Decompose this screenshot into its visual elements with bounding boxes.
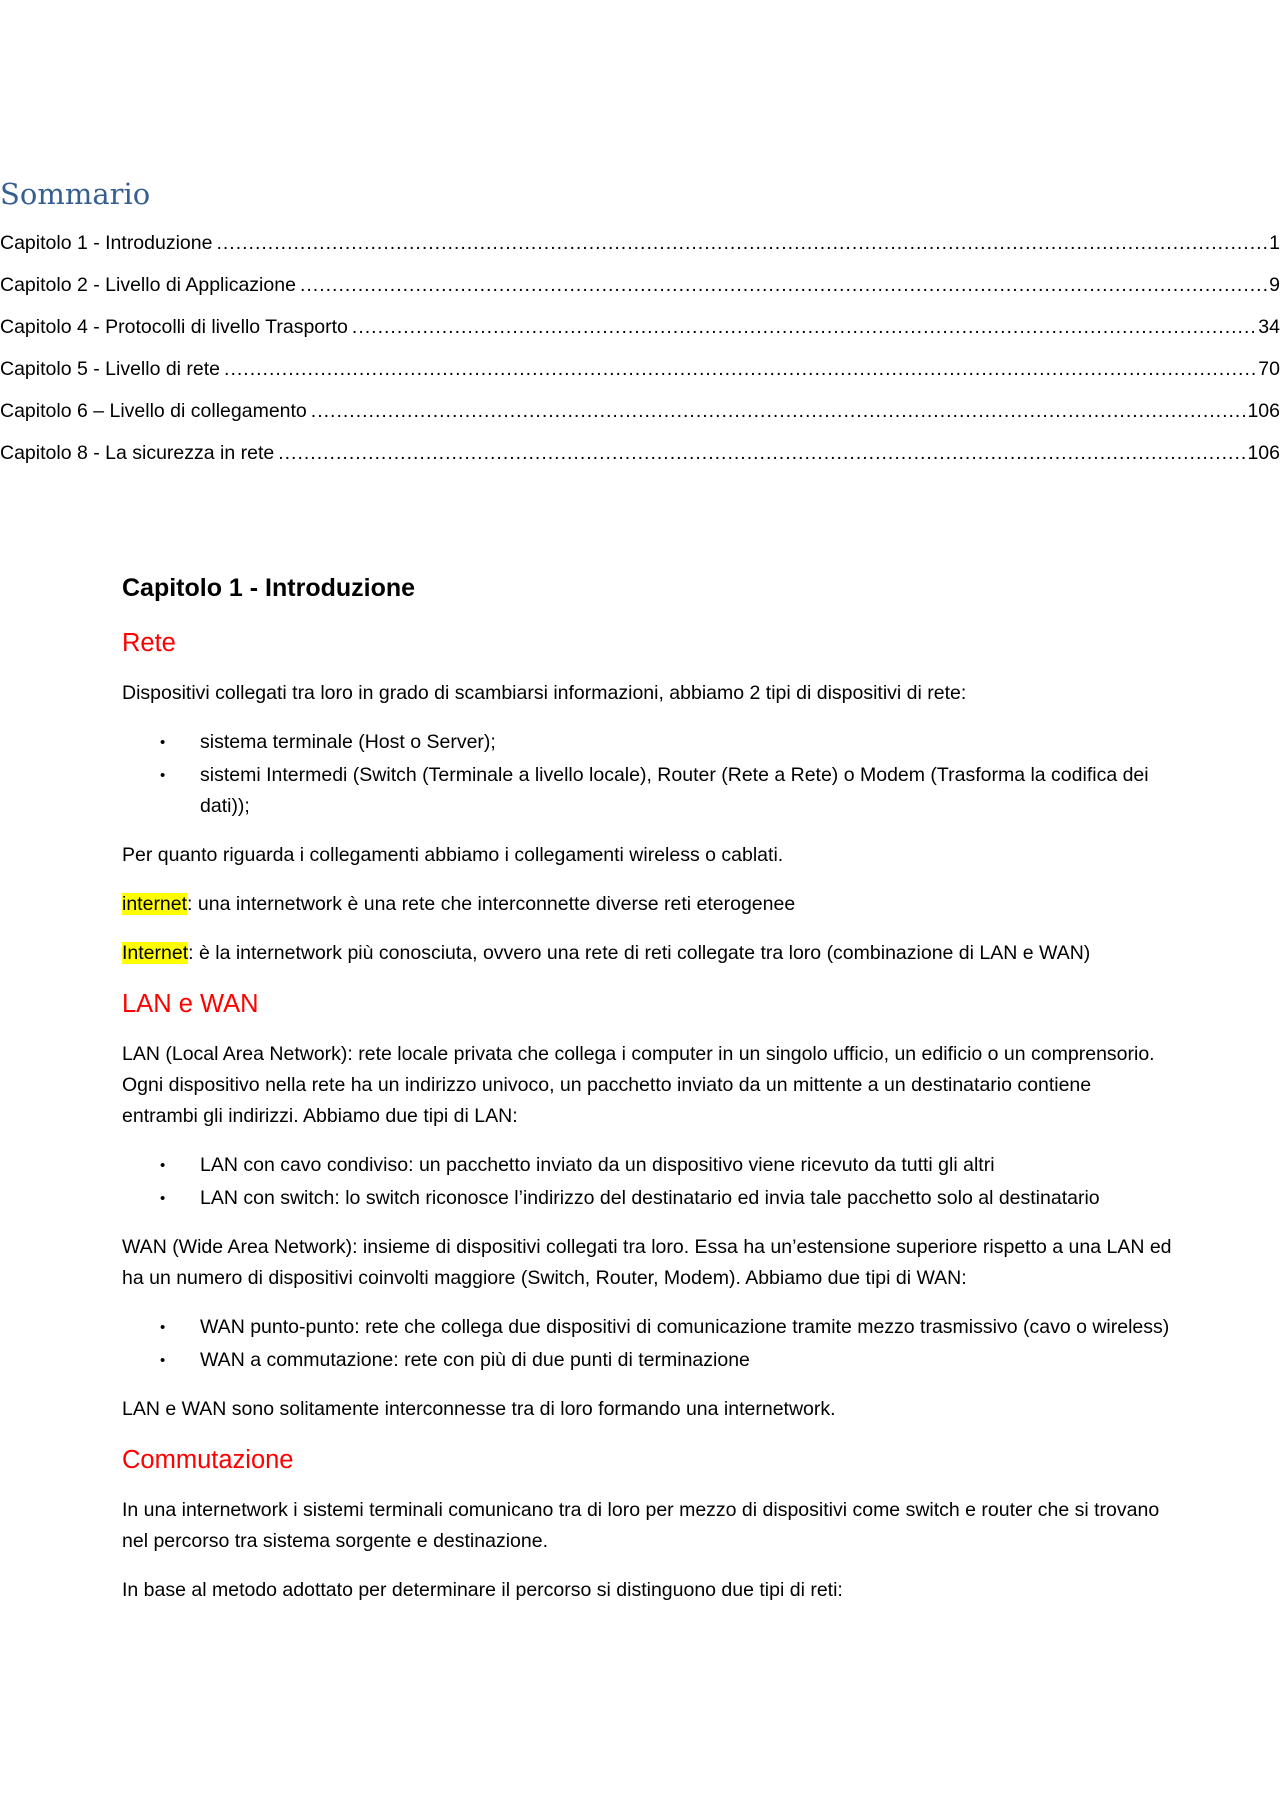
definition-text: : è la internetwork più conosciuta, ovvero una rete di reti collegate tra loro (combinazione di LAN e WAN) — [188, 942, 1091, 964]
section-heading-lan-wan: LAN e WAN — [122, 990, 259, 1018]
list-item — [160, 1183, 1172, 1214]
list-item-text: sistemi Intermedi (Switch (Terminale a livello locale), Router (Rete a Rete) o Modem (Trasforma la codifica dei dati)); — [200, 764, 1149, 817]
bullet-icon: • — [160, 1157, 166, 1174]
list-item-text: LAN con switch: lo switch riconosce l’indirizzo del destinatario ed invia tale pacchetto solo al destinatario — [200, 1187, 1100, 1209]
toc-entry-text: Capitolo 8 - La sicurezza in rete — [0, 442, 275, 464]
highlighted-term: internet — [122, 893, 188, 915]
list-item-text: WAN punto-punto: rete che collega due dispositivi di comunicazione tramite mezzo trasmissivo (cavo o wireless) — [200, 1316, 1170, 1338]
highlighted-term: Internet — [122, 942, 189, 964]
paragraph: WAN (Wide Area Network): insieme di dispositivi collegati tra loro. Essa ha un’estensione superiore rispetto a una LAN ed ha un numero di dispositivi coinvolti maggiore (Switch, Router, Modem). Abbiamo due tipi di WAN: — [122, 1236, 1172, 1289]
toc-entry-text: Capitolo 5 - Livello di rete — [0, 358, 221, 380]
toc-entry-text: Capitolo 6 – Livello di collegamento — [0, 400, 307, 422]
toc-entry-capitolo-8[interactable] — [0, 432, 1280, 474]
toc-title: Sommario — [0, 177, 151, 211]
bullet-list — [122, 1150, 1172, 1214]
chapter-content — [122, 570, 1172, 1624]
toc-entry-page: 70 — [1258, 358, 1280, 380]
toc-entry-capitolo-1[interactable] — [0, 222, 1280, 264]
bullet-icon: • — [160, 1190, 166, 1207]
toc-list — [0, 222, 1280, 474]
toc-dot-leader — [216, 222, 1267, 264]
paragraph: LAN (Local Area Network): rete locale privata che collega i computer in un singolo ufficio, un edificio o un comprensorio. Ogni dispositivo nella rete ha un indirizzo univoco, un pacchetto inviato da un mittente a un destinatario contiene entrambi gli indirizzi. Abbiamo due tipi di LAN: — [122, 1043, 1155, 1127]
toc-entry-page: 1 — [1269, 232, 1280, 254]
toc-entry-text: Capitolo 4 - Protocolli di livello Trasporto — [0, 316, 348, 338]
toc-entry-capitolo-2[interactable] — [0, 264, 1280, 306]
toc-dot-leader — [278, 432, 1245, 474]
chapter-title: Capitolo 1 - Introduzione — [122, 574, 416, 602]
toc-entry-text: Capitolo 1 - Introduzione — [0, 232, 213, 254]
toc-entry-capitolo-6[interactable] — [0, 390, 1280, 432]
list-item — [160, 727, 1172, 758]
paragraph: In una internetwork i sistemi terminali comunicano tra di loro per mezzo di dispositivi come switch e router che si trovano nel percorso tra sistema sorgente e destinazione. — [122, 1499, 1160, 1552]
paragraph: In base al metodo adottato per determinare il percorso si distinguono due tipi di reti: — [122, 1579, 843, 1601]
toc-entry-page: 34 — [1258, 316, 1280, 338]
bullet-list — [122, 727, 1172, 822]
list-item — [160, 1150, 1172, 1181]
list-item-text: WAN a commutazione: rete con più di due punti di terminazione — [200, 1349, 750, 1371]
paragraph: Dispositivi collegati tra loro in grado di scambiarsi informazioni, abbiamo 2 tipi di dispositivi di rete: — [122, 682, 967, 704]
toc-dot-leader — [352, 306, 1256, 348]
toc-entry-page: 106 — [1247, 442, 1280, 464]
list-item-text: LAN con cavo condiviso: un pacchetto inviato da un dispositivo viene ricevuto da tutti gli altri — [200, 1154, 995, 1176]
list-item — [160, 760, 1172, 822]
section-heading-commutazione: Commutazione — [122, 1446, 294, 1474]
bullet-icon: • — [160, 767, 166, 784]
bullet-icon: • — [160, 734, 166, 751]
toc-entry-capitolo-5[interactable] — [0, 348, 1280, 390]
paragraph-Internet — [122, 938, 1172, 969]
paragraph-internet — [122, 889, 1172, 920]
toc-entry-page: 9 — [1269, 274, 1280, 296]
table-of-contents — [0, 176, 1280, 474]
toc-entry-page: 106 — [1247, 400, 1280, 422]
section-heading-rete: Rete — [122, 629, 176, 657]
toc-entry-text: Capitolo 2 - Livello di Applicazione — [0, 274, 296, 296]
bullet-icon: • — [160, 1319, 166, 1336]
list-item-text: sistema terminale (Host o Server); — [200, 731, 496, 753]
toc-dot-leader — [224, 348, 1256, 390]
list-item — [160, 1345, 1172, 1376]
definition-text: : una internetwork è una rete che interconnette diverse reti eterogenee — [187, 893, 796, 915]
bullet-icon: • — [160, 1352, 166, 1369]
toc-entry-capitolo-4[interactable] — [0, 306, 1280, 348]
toc-dot-leader — [311, 390, 1246, 432]
list-item — [160, 1312, 1172, 1343]
paragraph: Per quanto riguarda i collegamenti abbiamo i collegamenti wireless o cablati. — [122, 844, 784, 866]
toc-dot-leader — [300, 264, 1267, 306]
bullet-list — [122, 1312, 1172, 1376]
paragraph: LAN e WAN sono solitamente interconnesse tra di loro formando una internetwork. — [122, 1398, 836, 1420]
